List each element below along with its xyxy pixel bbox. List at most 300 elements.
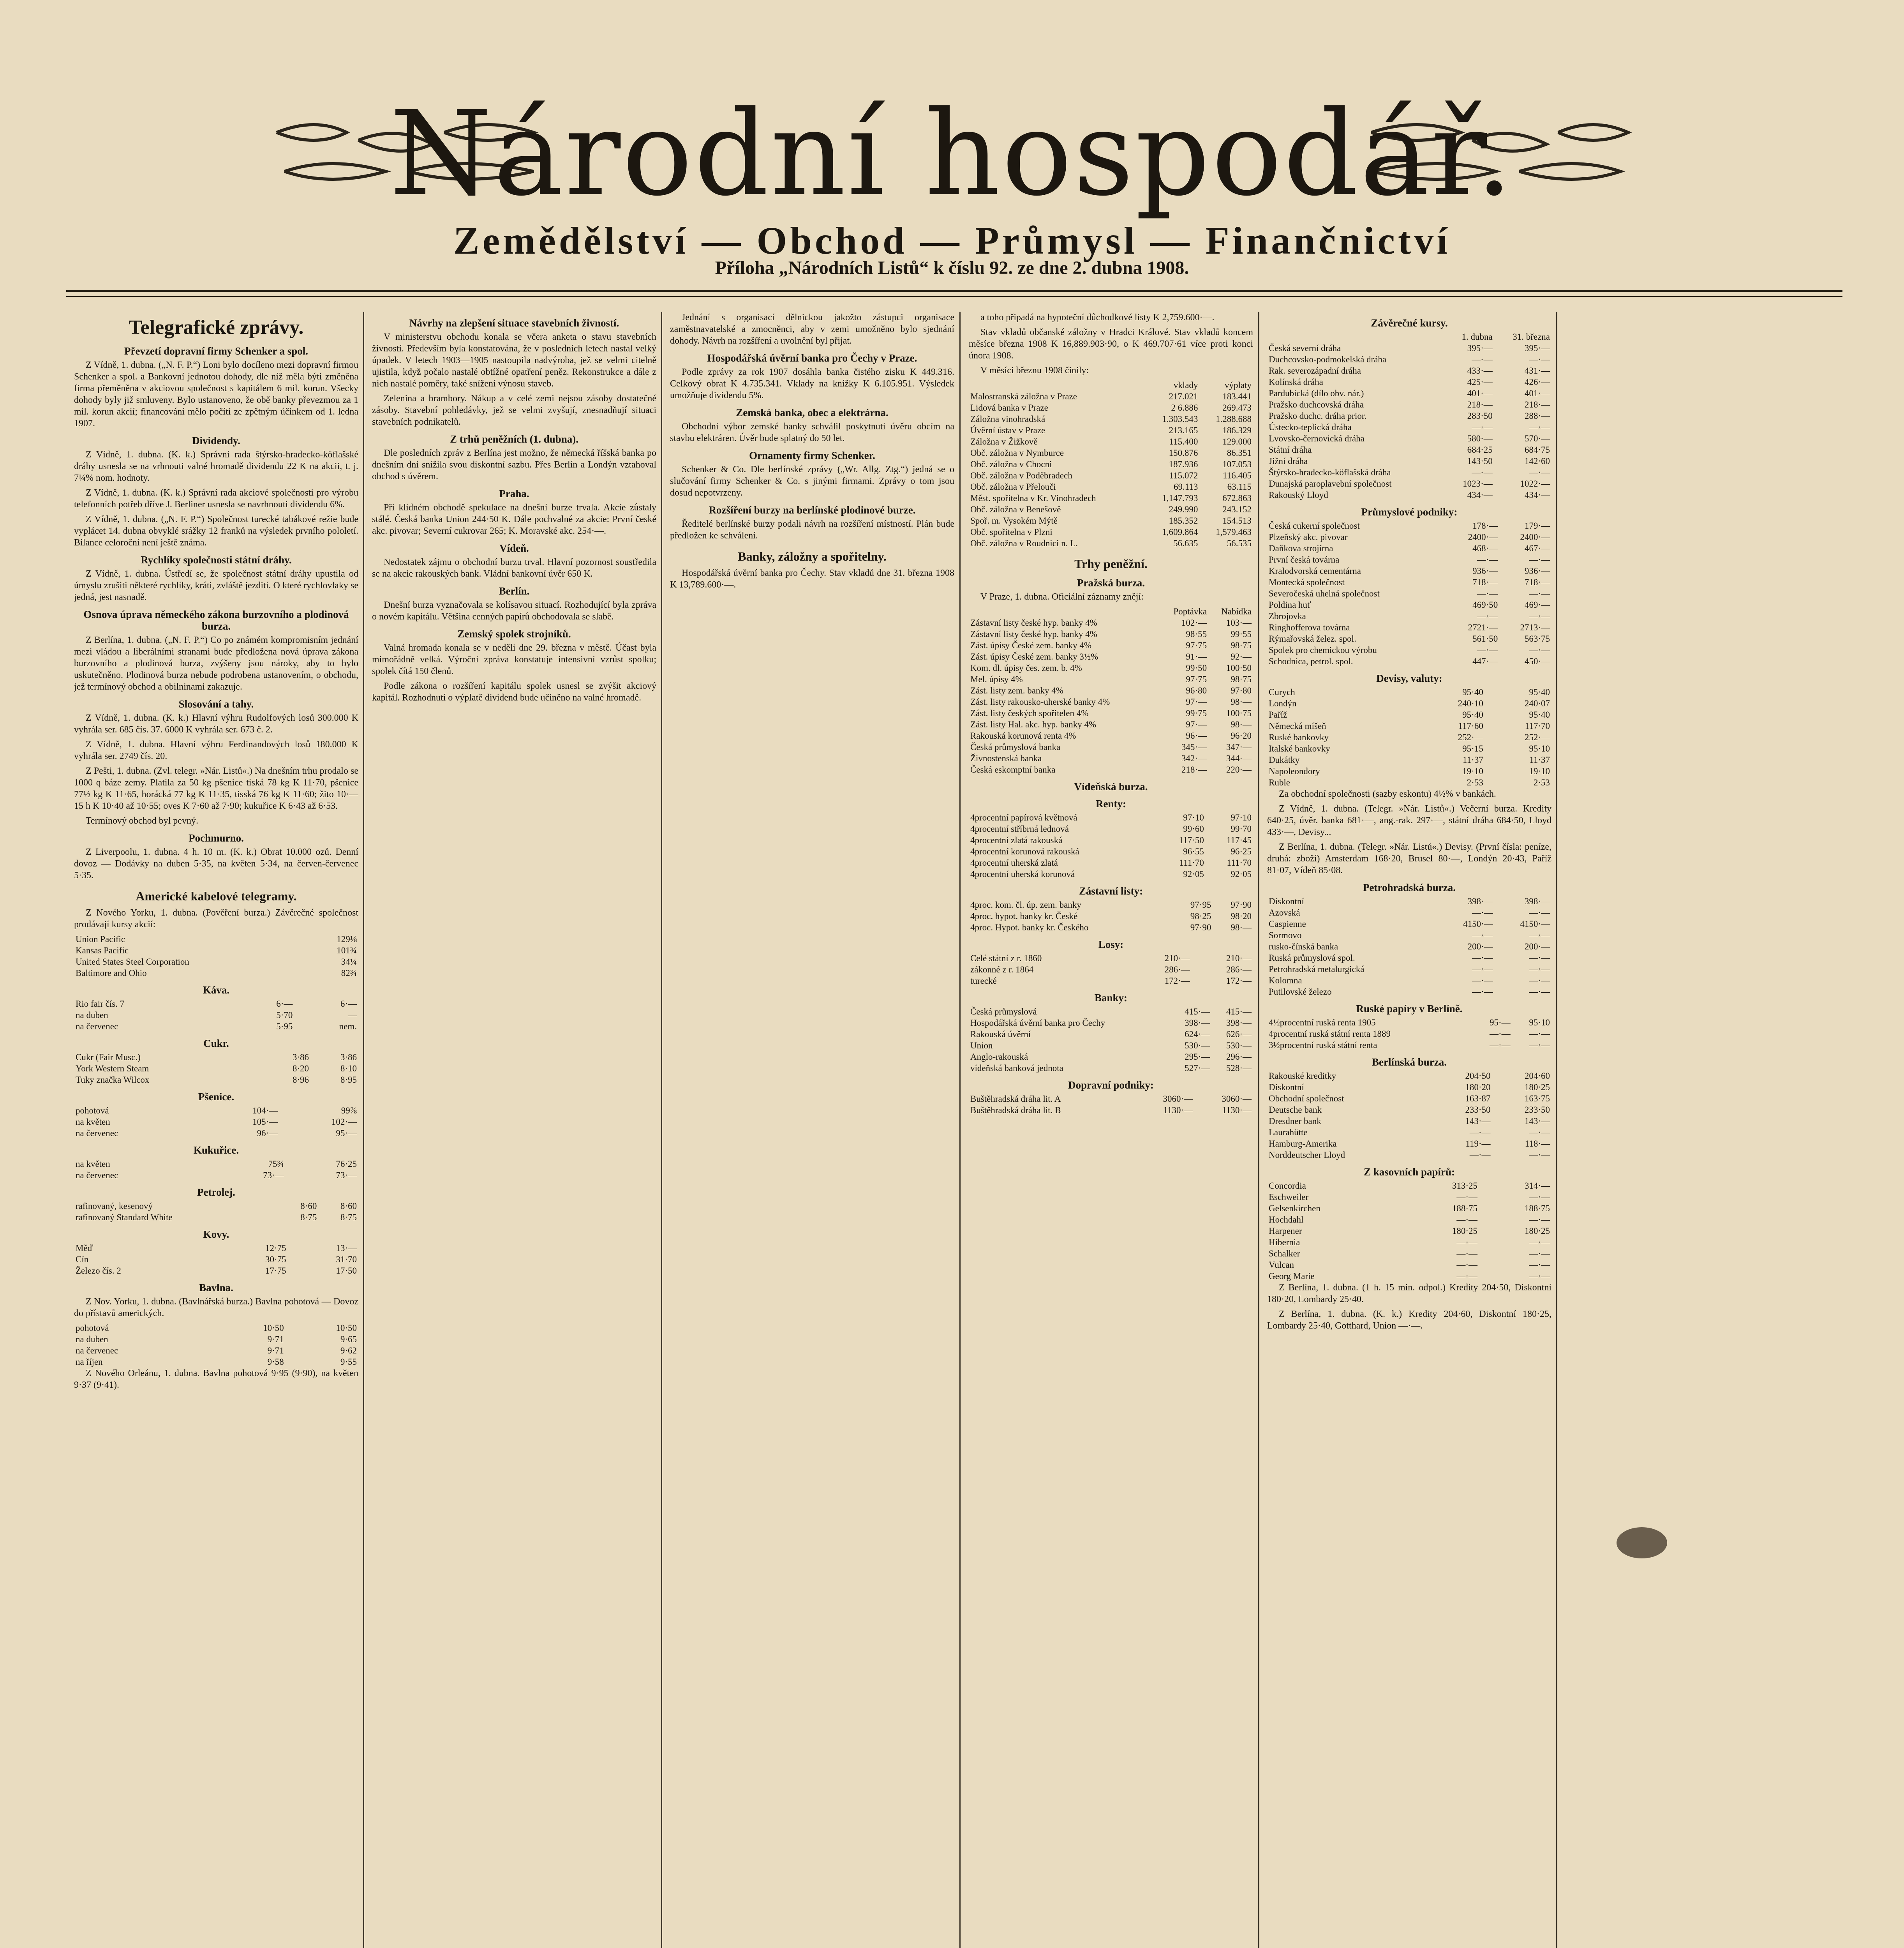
row-value: 425·—: [1467, 377, 1493, 387]
row-label: Italské bankovky: [1269, 744, 1330, 753]
column-divider: [959, 312, 961, 1948]
table-row: [969, 651, 1253, 662]
row-value: —·—: [1529, 1237, 1550, 1247]
table-row: [969, 402, 1253, 413]
row-value: —·—: [1456, 1249, 1477, 1258]
row-value: 431·—: [1524, 366, 1550, 376]
article-text: Z Berlína, 1. dubna. (1 h. 15 min. odpol.) Kredity 204·50, Diskontní 180·20, Lombardy 25·40.: [1267, 1283, 1551, 1304]
row-label: Ruská průmyslová spol.: [1269, 953, 1355, 963]
table-row: [969, 391, 1253, 402]
row-label: Malostranská záložna v Praze: [970, 392, 1077, 401]
table-row: [1267, 656, 1551, 667]
row-label: Zástavní listy české hyp. banky 4%: [970, 618, 1097, 628]
table-row: [969, 504, 1253, 515]
row-value: 8·60: [300, 1201, 317, 1211]
row-value: 1,609.864: [1162, 527, 1198, 537]
row-value: 2400·—: [1468, 532, 1498, 542]
table-row: [1267, 1104, 1551, 1115]
row-value: 69.113: [1174, 482, 1198, 492]
row-label: Úvěrní ústav v Praze: [970, 425, 1045, 435]
row-label: Daňkova strojírna: [1269, 543, 1333, 553]
table-row: [1267, 1093, 1551, 1104]
article-text: a toho připadá na hypoteční důchodkové listy K 2,759.600·—.: [980, 312, 1215, 323]
header-rule-thin: [66, 296, 1842, 297]
row-value: 570·—: [1524, 434, 1550, 443]
row-value: 210·—: [1226, 953, 1252, 963]
table-row: [1267, 1017, 1551, 1028]
row-label: Norddeutscher Lloyd: [1269, 1150, 1345, 1160]
row-value: —·—: [1529, 953, 1550, 963]
table-heading: Pšenice.: [198, 1091, 234, 1103]
table-row: [969, 628, 1253, 640]
table-row: [1267, 422, 1551, 433]
row-value: 210·—: [1164, 953, 1190, 963]
row-label: Ruble: [1269, 778, 1290, 787]
row-value: 450·—: [1524, 656, 1550, 666]
row-value: 115.072: [1169, 471, 1198, 480]
article-text: Z Berlína, 1. dubna. (K. k.) Kredity 204·60, Diskontní 180·25, Lombardy 25·40, Gotthard, Union —·—.: [1267, 1309, 1551, 1331]
row-value: —·—: [1477, 611, 1498, 621]
header-rule: [66, 290, 1842, 292]
row-label: Diskontní: [1269, 1082, 1304, 1092]
row-value: —·—: [1529, 908, 1550, 918]
row-value: 183.441: [1222, 392, 1252, 401]
row-value: 11·37: [1529, 755, 1550, 765]
row-value: 220·—: [1226, 765, 1252, 775]
table-row: [969, 719, 1253, 730]
column-divider: [363, 312, 364, 1948]
row-value: 1130·—: [1222, 1105, 1252, 1115]
row-value: 187.936: [1169, 459, 1198, 469]
row-label: na červenec: [76, 1022, 118, 1031]
row-label: Záložna vinohradská: [970, 414, 1045, 424]
table-heading: Průmyslové podniky:: [1361, 506, 1458, 518]
row-value: 142·60: [1524, 456, 1550, 466]
row-value: 233·50: [1524, 1105, 1550, 1115]
table-row: [1267, 743, 1551, 754]
row-label: Zást. listy Hal. akc. hyp. banky 4%: [970, 720, 1097, 729]
article-text: Obchodní výbor zemské banky schválil poskytnutí úvěru obcím na stavbu elektráren. Úvěr bude splatný do 50 let.: [670, 422, 954, 443]
row-value: 434·—: [1467, 490, 1493, 500]
table-row: [1267, 1270, 1551, 1282]
row-value: 75¾: [268, 1159, 284, 1169]
row-value: 4150·—: [1520, 919, 1550, 929]
row-value: 252·—: [1458, 732, 1483, 742]
row-value: 398·—: [1524, 896, 1550, 906]
row-label: Georg Marie: [1269, 1271, 1315, 1281]
row-label: Cín: [76, 1255, 89, 1264]
row-value: 718·—: [1472, 577, 1498, 587]
table-row: [1267, 1070, 1551, 1082]
article-heading: Z trhů peněžních (1. dubna).: [450, 433, 579, 445]
coffee-table: [74, 998, 358, 1032]
berlin-exchange-table: [1267, 1070, 1551, 1161]
row-value: 154.513: [1222, 516, 1252, 526]
row-value: 97·75: [1186, 641, 1207, 650]
row-label: na květen: [76, 1159, 110, 1169]
row-value: 180·20: [1465, 1082, 1491, 1092]
row-value: —·—: [1456, 1271, 1477, 1281]
row-label: Obč. záložna v Chocni: [970, 459, 1052, 469]
row-label: Plzeňský akc. pivovar: [1269, 532, 1348, 542]
masthead: [0, 86, 1904, 222]
row-value: 185.352: [1169, 516, 1198, 526]
table-row: [74, 1170, 358, 1181]
article-heading: Pražská burza.: [1077, 577, 1145, 589]
row-label: Dukátky: [1269, 755, 1300, 765]
row-value: 129⅛: [337, 934, 357, 944]
row-label: Kolínská dráha: [1269, 377, 1323, 387]
row-value: 97·—: [1186, 720, 1207, 729]
table-row: [1267, 975, 1551, 986]
row-value: —·—: [1529, 976, 1550, 985]
row-value: 97·95: [1190, 900, 1211, 910]
row-value: 95·40: [1462, 687, 1483, 697]
table-row: [1267, 896, 1551, 907]
table-row: [969, 436, 1253, 447]
article-text: Z Vídně, 1. dubna. (Telegr. »Nár. Listů«.) Večerní burza. Kredity 640·25, úvěr. banka 681·—, ang.-rak. 297·—, státní dráha 684·50, Lloyd 433·—, Devisy...: [1267, 804, 1551, 837]
row-value: 97·80: [1231, 686, 1252, 695]
row-label: Rakouská korunová renta 4%: [970, 731, 1076, 741]
row-label: zákonné z r. 1864: [970, 965, 1034, 974]
row-value: —·—: [1529, 589, 1550, 598]
table-row: [1267, 455, 1551, 467]
table-row: [969, 1093, 1253, 1105]
banks-table: [969, 1006, 1253, 1074]
row-value: —·—: [1529, 645, 1550, 655]
table-row: [74, 1242, 358, 1254]
row-label: na duben: [76, 1334, 108, 1344]
column-header: vklady: [1173, 380, 1198, 390]
row-value: 347·—: [1226, 742, 1252, 752]
table-row: [1267, 599, 1551, 611]
row-label: Azovská: [1269, 908, 1300, 918]
row-label: Obč. záložna v Nymburce: [970, 448, 1064, 458]
table-row: [1267, 554, 1551, 565]
table-row: [1267, 766, 1551, 777]
industry-table: [1267, 520, 1551, 667]
article-text: Jednání s organisací dělnickou jakožto zástupci organisace zaměstnavatelské a zmocněnci, aby v zemi umožněno bylo sjednání dohody. Návrh na rozšíření a uvolnění byl přijat.: [670, 312, 954, 346]
row-label: Celé státní z r. 1860: [970, 953, 1042, 963]
row-value: —·—: [1529, 1249, 1550, 1258]
row-value: 468·—: [1472, 543, 1498, 553]
row-label: 4proc. hypot. banky kr. České: [970, 911, 1078, 921]
row-value: —·—: [1477, 645, 1498, 655]
row-value: 9·55: [340, 1357, 357, 1367]
row-value: 286·—: [1226, 965, 1252, 974]
row-value: 100·75: [1226, 708, 1252, 718]
table-row: [969, 515, 1253, 526]
row-value: 415·—: [1185, 1007, 1210, 1016]
row-label: pohotová: [76, 1323, 109, 1333]
row-label: 4½procentní ruská renta 1905: [1269, 1018, 1376, 1027]
row-label: První česká továrna: [1269, 555, 1340, 565]
row-value: 2713·—: [1520, 623, 1550, 632]
row-value: 395·—: [1467, 343, 1493, 353]
table-heading: Losy:: [1098, 939, 1124, 950]
row-label: Česká severní dráha: [1269, 343, 1341, 353]
row-label: Baltimore and Ohio: [76, 968, 147, 978]
row-value: 8·20: [292, 1064, 309, 1073]
table-row: [969, 857, 1253, 868]
row-value: 8·60: [340, 1201, 357, 1211]
table-row: [1267, 1138, 1551, 1149]
row-value: 204·60: [1524, 1071, 1550, 1081]
table-row: [1267, 754, 1551, 766]
row-label: Česká průmyslová: [970, 1007, 1037, 1016]
row-value: 218·—: [1467, 400, 1493, 409]
row-label: Ústecko-teplická dráha: [1269, 422, 1352, 432]
row-value: 97·90: [1231, 900, 1252, 910]
column-header: Nabídka: [1221, 607, 1252, 616]
row-label: York Western Steam: [76, 1064, 149, 1073]
article-text: Valná hromada konala se v neděli dne 29. března v městě. Účast byla mimořádně velká. Výroční zpráva konstatuje intensivní vzrůst spolku; spolek čítá 150 členů.: [372, 643, 656, 676]
row-value: 143·—: [1524, 1116, 1550, 1126]
row-value: 180·25: [1452, 1226, 1477, 1236]
table-row: [74, 1345, 358, 1356]
section-heading: Banky, záložny a spořitelny.: [738, 549, 887, 563]
table-heading: Ruské papíry v Berlíně.: [1356, 1003, 1463, 1015]
article-text: Z Berlína, 1. dubna. (Telegr. »Nár. Listů«.) Devisy. (První čísla: peníze, druhá: zboží) Amsterdam 168·20, Brusel 80·—, Londýn 20·43, Paříž 81·07, Vídeň 85·08.: [1267, 842, 1551, 875]
row-value: 143·50: [1467, 456, 1493, 466]
row-label: Kolomna: [1269, 976, 1302, 985]
row-value: 180·25: [1524, 1082, 1550, 1092]
table-heading: Banky:: [1094, 992, 1128, 1004]
article-text: Ředitelé berlínské burzy podali návrh na rozšíření místností. Plán bude předložen ke schválení.: [670, 519, 954, 541]
table-row: [969, 1017, 1253, 1029]
table-row: [1267, 1203, 1551, 1214]
table-row: [969, 526, 1253, 538]
row-value: —·—: [1456, 1237, 1477, 1247]
row-label: Obč. spořitelna v Plzni: [970, 527, 1052, 537]
row-value: —·—: [1472, 930, 1493, 940]
row-value: 117·70: [1525, 721, 1550, 731]
row-value: 8·95: [340, 1075, 357, 1085]
article-text: V měsíci březnu 1908 činily:: [980, 365, 1089, 376]
row-label: rusko-čínská banka: [1269, 942, 1338, 951]
article-text: Z Nového Orleánu, 1. dubna. Bavlna pohotová 9·95 (9·90), na květen 9·37 (9·41).: [74, 1368, 358, 1390]
table-row: [969, 685, 1253, 696]
row-value: 9·71: [267, 1346, 284, 1355]
row-value: 96·20: [1231, 731, 1252, 741]
table-row: [969, 413, 1253, 425]
row-label: Obč. záložna v Poděbradech: [970, 471, 1072, 480]
table-row: [1267, 354, 1551, 365]
row-label: Duchcovsko-podmokelská dráha: [1269, 355, 1387, 364]
row-value: 398·—: [1226, 1018, 1252, 1028]
table-row: [1267, 1180, 1551, 1191]
row-label: Měď: [76, 1243, 93, 1253]
row-value: —·—: [1529, 468, 1550, 477]
table-row: [969, 538, 1253, 549]
row-label: Obchodní společnost: [1269, 1094, 1344, 1103]
article-heading: Berlín.: [499, 585, 530, 597]
pledge-table: [969, 899, 1253, 933]
article-heading: Vídeňská burza.: [1074, 781, 1148, 792]
row-value: 117·60: [1458, 721, 1483, 731]
table-row: [1267, 952, 1551, 963]
row-value: 3060·—: [1163, 1094, 1193, 1104]
table-row: [1267, 1214, 1551, 1225]
column-header: 1. dubna: [1461, 332, 1493, 342]
table-row: [1267, 467, 1551, 478]
column-4: [969, 312, 1253, 1948]
row-value: 433·—: [1467, 366, 1493, 376]
row-label: Schodnica, petrol. spol.: [1269, 656, 1353, 666]
article-heading: Pochmurno.: [189, 832, 244, 844]
table-row: [74, 1021, 358, 1032]
row-value: 296·—: [1226, 1052, 1252, 1062]
row-value: 9·62: [340, 1346, 357, 1355]
table-row: [969, 696, 1253, 708]
row-value: —·—: [1529, 1040, 1550, 1050]
table-row: [969, 846, 1253, 857]
row-value: —·—: [1529, 555, 1550, 565]
row-value: —·—: [1529, 611, 1550, 621]
table-heading: Devisy, valuty:: [1376, 672, 1442, 684]
column-divider: [1556, 312, 1557, 1948]
row-label: Poldina huť: [1269, 600, 1311, 610]
row-value: —·—: [1529, 987, 1550, 997]
supplement-line: Příloha „Národních Listů“ k číslu 92. ze dne 2. dubna 1908.: [715, 258, 1189, 278]
row-label: Státní dráha: [1269, 445, 1312, 455]
corn-table: [74, 1158, 358, 1181]
row-label: na červenec: [76, 1170, 118, 1180]
row-label: Paříž: [1269, 710, 1287, 720]
row-value: 99·70: [1231, 824, 1252, 834]
row-label: pohotová: [76, 1106, 109, 1115]
row-value: 1,579.463: [1216, 527, 1252, 537]
row-value: 1130·—: [1163, 1105, 1193, 1115]
table-row: [969, 823, 1253, 835]
row-value: 98·55: [1186, 629, 1207, 639]
row-value: 17·75: [265, 1266, 286, 1276]
article-text: Z Vídně, 1. dubna. (K. k.) Hlavní výhru Rudolfových losů 300.000 K vyhrála ser. 685 čís. 37. 6000 K vyhrála ser. 673 č. 2.: [74, 713, 358, 735]
row-value: 97·10: [1231, 813, 1252, 822]
row-label: Eschweiler: [1269, 1192, 1309, 1202]
row-value: —·—: [1529, 355, 1550, 364]
row-value: 624·—: [1185, 1029, 1210, 1039]
table-row: [74, 998, 358, 1009]
table-row: [969, 492, 1253, 504]
article-heading: Zemská banka, obec a elektrárna.: [736, 407, 889, 418]
table-heading: Kovy.: [203, 1228, 229, 1240]
row-value: nem.: [339, 1022, 357, 1031]
row-label: Anglo-rakouská: [970, 1052, 1028, 1062]
row-value: 672.863: [1222, 493, 1252, 503]
row-value: 172·—: [1226, 976, 1252, 986]
row-label: Curych: [1269, 687, 1295, 697]
column-divider: [661, 312, 662, 1948]
row-label: Rakouský Lloyd: [1269, 490, 1328, 500]
row-value: 95·40: [1529, 710, 1550, 720]
table-row: [1267, 399, 1551, 410]
row-value: 92·05: [1231, 869, 1252, 879]
row-value: 17·50: [336, 1266, 357, 1276]
row-value: 73·—: [336, 1170, 357, 1180]
row-label: Harpener: [1269, 1226, 1302, 1236]
article-heading: Převzetí dopravní firmy Schenker a spol.: [124, 345, 308, 357]
row-value: 2·53: [1533, 778, 1550, 787]
row-value: —·—: [1529, 964, 1550, 974]
table-row: [1267, 1039, 1551, 1051]
row-value: 91·—: [1186, 652, 1207, 662]
row-value: 283·50: [1467, 411, 1493, 421]
table-row: [74, 1128, 358, 1139]
row-value: 102·—: [1181, 618, 1207, 628]
table-row: [74, 1063, 358, 1074]
column-header: 31. března: [1513, 332, 1550, 342]
row-value: 97·10: [1183, 813, 1204, 822]
row-value: 12·75: [265, 1243, 286, 1253]
row-value: 580·—: [1467, 434, 1493, 443]
row-value: —·—: [1489, 1029, 1511, 1039]
table-row: [1267, 698, 1551, 709]
row-value: 269.473: [1222, 403, 1252, 413]
row-label: Dunajská paroplavební společnost: [1269, 479, 1392, 489]
row-label: Hospodářská úvěrní banka pro Čechy: [970, 1018, 1105, 1028]
row-value: —·—: [1472, 976, 1493, 985]
row-value: 56.635: [1173, 538, 1198, 548]
table-row: [1267, 376, 1551, 388]
table-row: [74, 1052, 358, 1063]
row-label: United States Steel Corporation: [76, 957, 189, 967]
row-value: 98·25: [1190, 911, 1211, 921]
row-label: Obč. záložna v Benešově: [970, 505, 1061, 514]
row-label: Caspienne: [1269, 919, 1306, 929]
row-value: —·—: [1472, 355, 1493, 364]
article-text: Z Vídně, 1. dubna. („N. F. P.“) Loni bylo docíleno mezi dopravní firmou Schenker a spol. a Bankovní jednotou dohody, dle níž měla býti změněna firma přeměněna v akciovou společnost s kapitálem 6 mil. korun. Všecky dohody byly již smluveny. Bylo ustanoveno, že obě banky převezmou za 1 mil. korun akcií; financování mělo počíti ze zpětným účinkem od 1. ledna 1907.: [74, 360, 358, 429]
row-label: turecké: [970, 976, 997, 986]
row-label: Kansas Pacific: [76, 946, 129, 955]
row-value: 1,147.793: [1162, 493, 1198, 503]
row-value: 118·—: [1525, 1139, 1550, 1149]
row-value: 243.152: [1222, 505, 1252, 514]
row-label: Ruské bankovky: [1269, 732, 1329, 742]
table-row: [969, 425, 1253, 436]
row-value: 186.329: [1222, 425, 1252, 435]
row-label: Cukr (Fair Musc.): [76, 1052, 141, 1062]
article-text: Z Pešti, 1. dubna. (Zvl. telegr. »Nár. Listů«.) Na dnešním trhu prodalo se 1000 q báze zemy. Platila za 50 kg pšenice tiská 78 kg K 11·70, pšenice 77½ kg K 11·65, horácká 77 kg K 11·35, tisská 76 kg K 11·60; žito 10·—15 h K 10·40 až 10·55; oves K 7·60 až 7·90; kukuřice K 6·43 až 6·53.: [74, 766, 358, 811]
row-value: 30·75: [265, 1255, 286, 1264]
vienna-rents-table: [969, 812, 1253, 880]
row-label: Putilovské železo: [1269, 987, 1332, 997]
row-label: Buštěhradská dráha lit. B: [970, 1105, 1061, 1115]
row-value: 252·—: [1524, 732, 1550, 742]
row-value: —·—: [1529, 422, 1550, 432]
metals-table: [74, 1242, 358, 1276]
row-label: vídeňská banková jednota: [970, 1063, 1063, 1073]
row-label: 3½procentní ruská státní renta: [1269, 1040, 1377, 1050]
article-text: Z Liverpoolu, 1. dubna. 4 h. 10 m. (K. k.) Obrat 10.000 ozů. Denní dovoz — Dodávky na duben 5·35, na květen 5·34, na červen-červenec 5·35.: [74, 847, 358, 880]
table-row: [74, 1322, 358, 1334]
section-heading: Americké kabelové telegramy.: [136, 889, 297, 903]
article-text: V ministerstvu obchodu konala se včera anketa o stavu stavebních živností. Především byla konstatována, že v posledních letech nastal velký úpadek. V letech 1903—1905 nastoupila nadvýroba, jež se velmi citelně ujistila, když počalo nastalé obtížné opatření peněz. Rekonstrukce a dále z nich nastalé poměry, také snížení výnosu staveb.: [372, 332, 656, 389]
row-label: Napoleondory: [1269, 766, 1320, 776]
row-value: —·—: [1477, 589, 1498, 598]
row-label: Pražsko duchc. dráha prior.: [1269, 411, 1367, 421]
row-value: 97·90: [1190, 923, 1211, 932]
row-label: Jižní dráha: [1269, 456, 1308, 466]
table-row: [74, 933, 358, 945]
row-label: 4proc. Hypot. banky kr. Českého: [970, 923, 1089, 932]
article-text: Nedostatek zájmu o obchodní burzu trval. Hlavní pozornost soustředila se na akcie rakouských bank. Vládní bankovní úvěr 650 K.: [372, 557, 656, 579]
row-value: 561·50: [1472, 634, 1498, 644]
article-text: Z Vídně, 1. dubna. (K. k.) Správní rada akciové společnosti pro výrobu telefonních potřeb dříve J. Berliner usnesla se navrhnouti dividendu 6%.: [74, 488, 358, 510]
row-value: 19·10: [1529, 766, 1550, 776]
row-label: na červenec: [76, 1346, 118, 1355]
row-value: 92·05: [1183, 869, 1204, 879]
